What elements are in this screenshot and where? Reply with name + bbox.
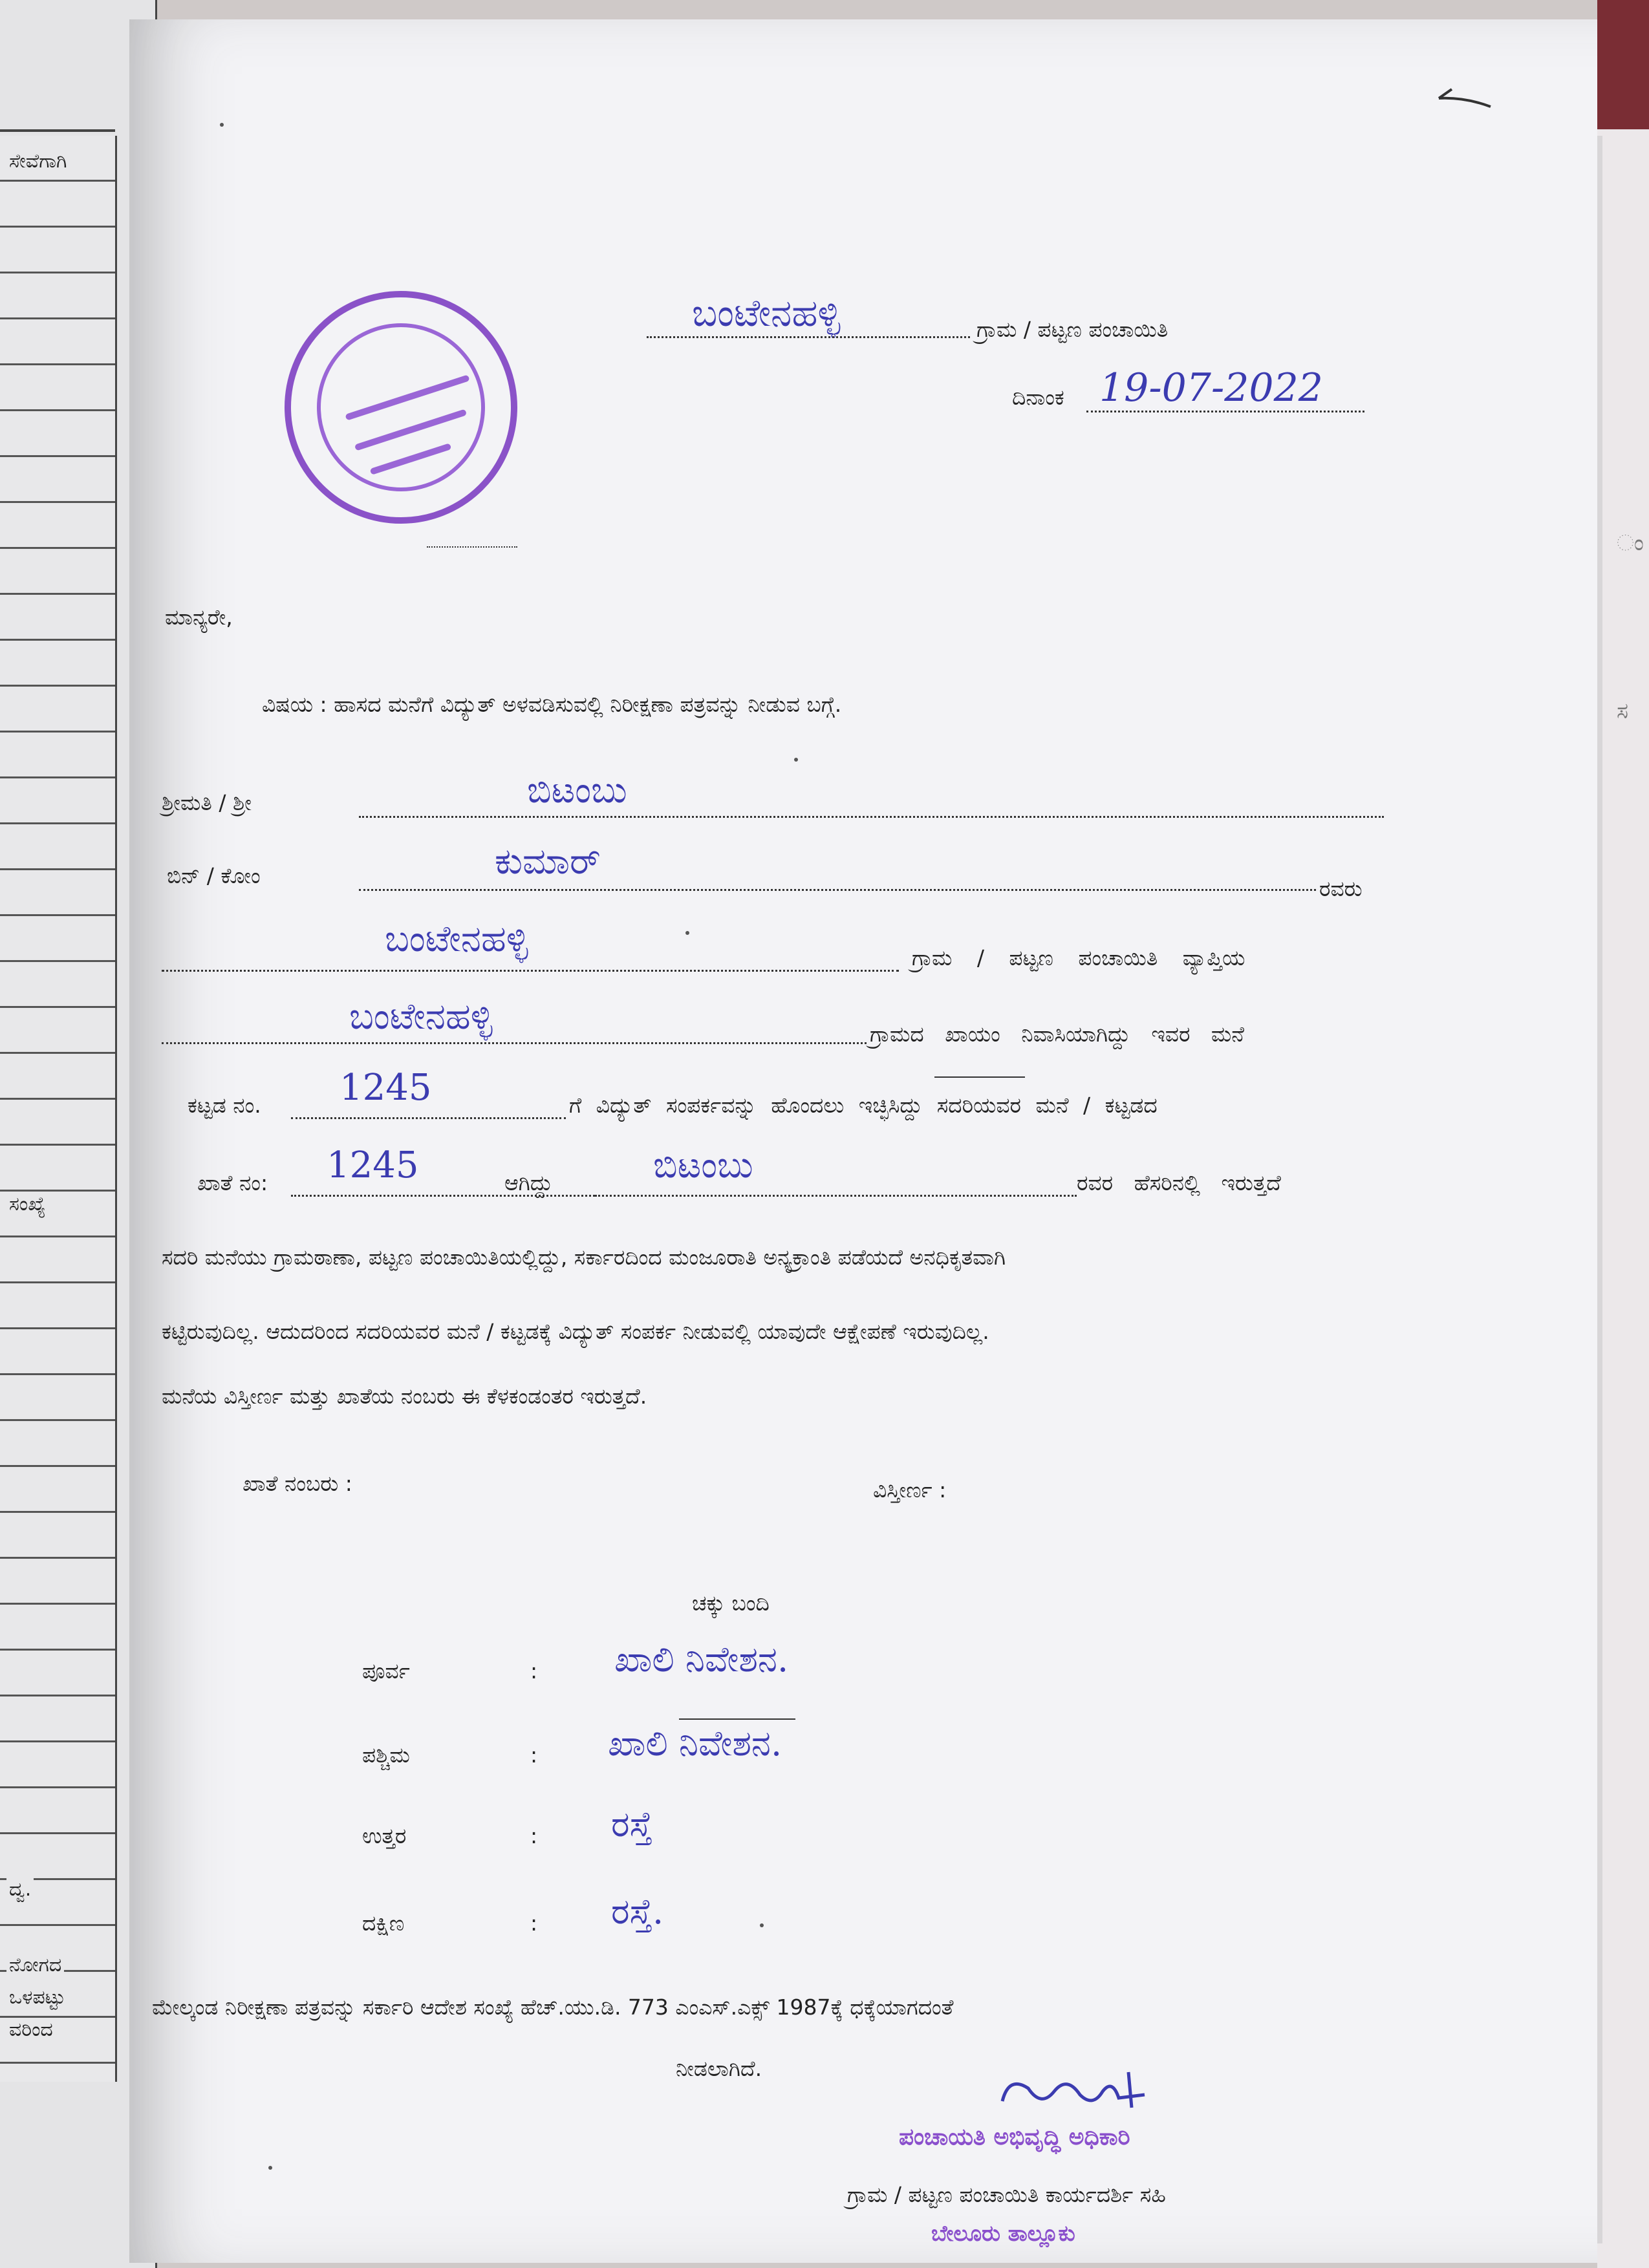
body-line-3: ಮನೆಯ ವಿಸ್ತೀರ್ಣ ಮತ್ತು ಖಾತೆಯ ನಂಬರು ಈ ಕೆಳಕಂಡಂತರ ಇರುತ್ತದೆ. — [162, 1384, 647, 1409]
seal-inner-ring — [317, 323, 485, 491]
register-label-bottom-3: ವರಿಂದ — [6, 2018, 56, 2041]
label-ravaru: ರವರು — [1319, 876, 1363, 901]
panchayat-seal — [285, 291, 517, 524]
label-in-name-of: ರವರ ಹೆಸರಿನಲ್ಲಿ ಇರುತ್ತದೆ — [1077, 1170, 1281, 1195]
village-value-2: ಬಂಟೇನಹಳ್ಳಿ — [349, 996, 493, 1038]
date-dots — [1086, 411, 1364, 412]
subject-line: ವಿಷಯ : ಹಾಸದ ಮನೆಗೆ ವಿದ್ಯುತ್ ಅಳವಡಿಸುವಲ್ಲಿ ನಿರೀಕ್ಷಣಾ ಪತ್ರವನ್ನು ನೀಡುವ ಬಗ್ಗೆ. — [262, 692, 842, 717]
ink-spot — [760, 1923, 764, 1927]
salutation: ಮಾನ್ಯರೇ, — [165, 604, 233, 630]
background-paper-right — [1597, 0, 1649, 2268]
boundary-south-label: ದಕ್ಷಿಣ — [362, 1910, 405, 1936]
boundary-colon: : — [530, 1658, 538, 1684]
stamp-taluk: ಬೇಲೂರು ತಾಲ್ಲೂಕು — [931, 2221, 1075, 2247]
boundary-colon: : — [530, 1742, 538, 1768]
signature-caption: ಗ್ರಾಮ / ಪಟ್ಟಣ ಪಂಚಾಯಿತಿ ಕಾರ್ಯದರ್ಶಿ ಸಹಿ — [847, 2182, 1166, 2207]
boundary-east-label: ಪೂರ್ವ — [362, 1658, 410, 1684]
register-label-bottom-1: ನೋಗದ — [6, 1954, 64, 1976]
label-aagiddu: ಆಗಿದ್ದು — [504, 1170, 553, 1195]
village-value-1: ಬಂಟೇನಹಳ್ಳಿ — [385, 918, 528, 960]
label-shrimati-shri: ಶ್ರೀಮತಿ / ಶ್ರೀ — [162, 790, 252, 815]
register-label-bottom-2: ಒಳಪಟ್ಟು — [6, 1986, 68, 2009]
boundaries-title: ಚಕ್ಕು ಬಂದಿ — [692, 1590, 770, 1616]
father-dots — [359, 889, 1316, 891]
ink-spot — [794, 758, 798, 762]
date-label: ದಿನಾಂಕ — [1012, 385, 1064, 410]
village-dots-2 — [162, 1042, 867, 1044]
ledger-rows — [0, 136, 117, 2082]
label-electricity-request: ಗೆ ವಿದ್ಯುತ್ ಸಂಪರ್ಕವನ್ನು ಹೊಂದಲು ಇಚ್ಛಿಸಿದ್ದು ಸದರಿಯವರ ಮನೆ / ಕಟ್ಟಡದ — [569, 1093, 1158, 1118]
village-dots — [647, 336, 970, 338]
panchayat-label: ಗ್ರಾಮ / ಪಟ್ಟಣ ಪಂಚಾಯಿತಿ — [976, 317, 1169, 342]
body-line-1: ಸದರಿ ಮನೆಯು ಗ್ರಾಮಠಾಣಾ, ಪಟ್ಟಣ ಪಂಚಾಯಿತಿಯಲ್ಲಿದ್ದು, ಸರ್ಕಾರದಿಂದ ಮಂಜೂರಾತಿ ಅನ್ಯಕ್ರಾಂತಿ ಪಡೆಯದೆ ಅನಧಿಕೃತವಾಗಿ — [162, 1245, 1006, 1270]
khata-number: 1245 — [327, 1144, 419, 1186]
background-folder-edge — [1597, 0, 1649, 129]
khata-number-label: ಖಾತೆ ನಂಬರು : — [242, 1471, 352, 1496]
ink-spot — [268, 2166, 272, 2170]
area-label: ವಿಸ್ತೀರ್ಣ : — [873, 1477, 947, 1503]
label-building-no: ಕಟ್ಟಡ ನಂ. — [188, 1093, 261, 1118]
boundary-west-value: ಖಾಲಿ ನಿವೇಶನ. — [608, 1723, 782, 1764]
boundary-south-value: ರಸ್ತೆ. — [611, 1891, 664, 1932]
label-khata-no: ಖಾತೆ ನಂ: — [197, 1170, 268, 1195]
owner-dots — [595, 1195, 1077, 1197]
boundary-north-label: ಉತ್ತರ — [362, 1823, 407, 1848]
boundary-north-value: ರಸ್ತೆ — [611, 1804, 652, 1845]
seal-underline — [427, 546, 517, 548]
label-panchayat-limits: ಗ್ರಾಮ / ಪಟ್ಟಣ ಪಂಚಾಯಿತಿ ವ್ಯಾಪ್ತಿಯ — [912, 945, 1245, 970]
body-line-2: ಕಟ್ಟಿರುವುದಿಲ್ಲ. ಆದುದರಿಂದ ಸದರಿಯವರ ಮನೆ / ಕಟ್ಟಡಕ್ಕೆ ವಿದ್ಯುತ್ ಸಂಪರ್ಕ ನೀಡುವಲ್ಲಿ ಯಾವುದೇ ಆಕ್ಷೇಪಣೆ ಇರುವುದಿಲ್ಲ. — [162, 1319, 989, 1344]
ink-spot — [685, 931, 689, 935]
boundary-rule — [679, 1718, 795, 1720]
register-header: ಸೇವೆಗಾಗಿ — [6, 150, 69, 173]
closing-line-1: ಮೇಲ್ಕಂಡ ನಿರೀಕ್ಷಣಾ ಪತ್ರವನ್ನು ಸರ್ಕಾರಿ ಆದೇಶ ಸಂಖ್ಯೆ ಹೆಚ್.ಯು.ಡಿ. 773 ಎಂಎಸ್.ಎಕ್ಸ್ 1987ಕ್ಕೆ ಧಕ್ಕೆಯಾಗದಂತೆ — [152, 1995, 954, 2020]
boundary-east-value: ಖಾಲಿ ನಿವೇಶನ. — [614, 1639, 789, 1680]
boundary-colon: : — [530, 1910, 538, 1936]
building-number: 1245 — [339, 1067, 432, 1109]
building-dots — [291, 1117, 566, 1119]
ledger-rule — [0, 129, 115, 132]
village-name-handwritten: ಬಂಟೇನಹಳ್ಳಿ — [692, 291, 841, 335]
label-bin-kom: ಬಿನ್ / ಕೋಂ — [167, 863, 261, 888]
stamp-officer-title: ಪಂಚಾಯತಿ ಅಭಿವೃದ್ಧಿ ಅಧಿಕಾರಿ — [899, 2124, 1130, 2150]
boundary-west-label: ಪಶ್ಚಿಮ — [362, 1742, 410, 1768]
village-dots-1 — [162, 970, 899, 972]
arrow-mark-icon — [1426, 84, 1497, 116]
applicant-name: ಬಿಟಂಬು — [527, 769, 627, 811]
father-husband-name: ಕುಮಾರ್ — [495, 840, 601, 883]
register-label-sankhye: ಸಂಖ್ಯೆ — [6, 1193, 48, 1215]
register-label-gap: ದ್ವ. — [6, 1878, 34, 1901]
owner-name: ಬಿಟಂಬು — [653, 1144, 753, 1186]
paper-edge — [1597, 136, 1602, 2243]
boundary-colon: : — [530, 1823, 538, 1848]
closing-line-2: ನೀಡಲಾಗಿದೆ. — [676, 2056, 762, 2081]
date-value: 19-07-2022 — [1099, 365, 1323, 411]
label-resident: ಗ್ರಾಮದ ಖಾಯಂ ನಿವಾಸಿಯಾಗಿದ್ದು ಇವರ ಮನೆ — [870, 1022, 1244, 1047]
background-fragment: ಂ — [1617, 530, 1644, 556]
applicant-dots — [359, 816, 1384, 818]
ink-spot — [220, 123, 224, 127]
pencil-mark — [934, 1076, 1025, 1078]
background-fragment: ಸ — [1617, 698, 1629, 724]
signature-mark-icon — [989, 2062, 1158, 2134]
